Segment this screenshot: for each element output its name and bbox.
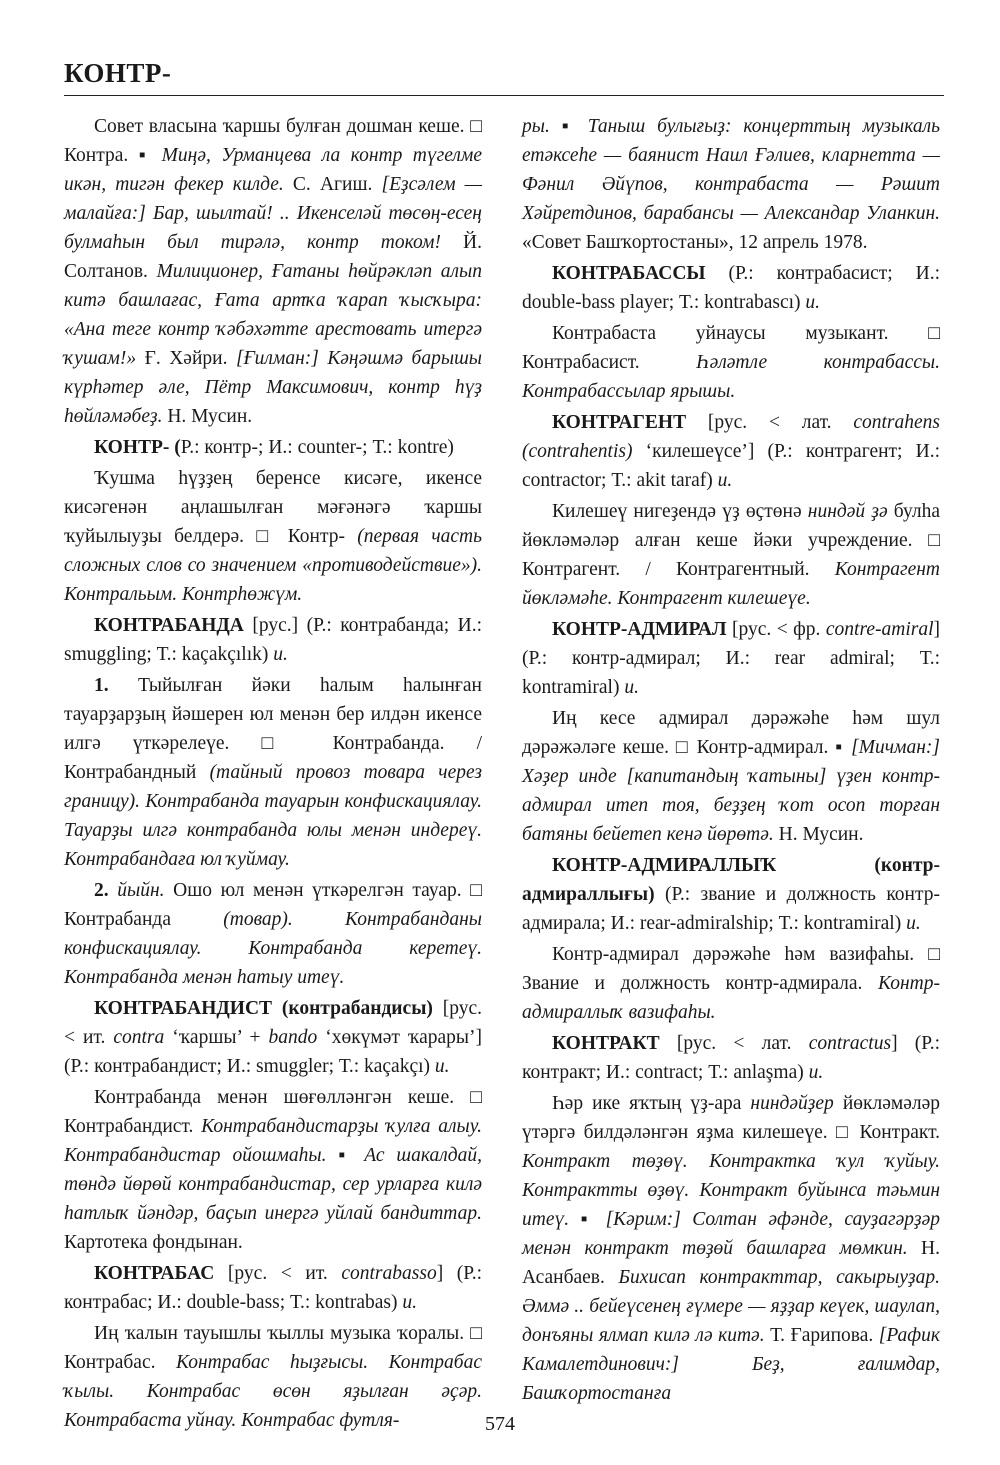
dictionary-paragraph (522, 940, 940, 1027)
dictionary-paragraph (64, 671, 482, 874)
citation-marker-icon: ▪ (138, 145, 152, 166)
example-text: contre-amiral (825, 619, 934, 640)
definition-text: Контрагент. / Контрагентный. (522, 559, 835, 580)
definition-text: Һәр ике яҡтың үҙ-ара (552, 1093, 751, 1114)
dictionary-paragraph (522, 851, 940, 938)
example-text: Миңә, Урманцева ла контр түгелме икән, тигән фекер килде. (64, 145, 482, 195)
right-column (522, 112, 940, 1410)
dictionary-paragraph (522, 615, 940, 702)
definition-text: Й. Солтанов. (64, 232, 482, 282)
definition-text: Контр-адмирал. (689, 737, 836, 758)
definition-text: булһа йөкләмәләр алған кеше йәки учреждение. (522, 501, 940, 551)
translation-marker-icon: □ (928, 530, 940, 551)
example-text: и. (805, 292, 821, 313)
dictionary-paragraph (522, 1089, 940, 1408)
definition-text: Ҡушма һүҙҙең беренсе кисәге, икенсе кисәгенән аңлашылған мәғәнәгә ҡаршы ҡуйылыуҙы белдерә. (64, 468, 482, 547)
header-rule (64, 95, 944, 96)
definition-text: Килешеү нигеҙендә үҙ өҫтөнә (552, 501, 808, 522)
definition-text: Картотека фондынан. (64, 1232, 243, 1253)
translation-marker-icon: □ (261, 733, 301, 754)
example-text: и. (906, 913, 921, 934)
headword: 2. (94, 880, 109, 901)
example-text: ниндәйҙер (750, 1093, 834, 1114)
example-text: [Ғилман:] Кәңәшмә барышы күрһәтер әле, Пётр Максимович, контр һүҙ һөйләмәбеҙ. (64, 348, 482, 427)
definition-text: Т. Ғарипова. (764, 1325, 879, 1346)
example-text: contra (113, 1027, 165, 1048)
dictionary-paragraph (64, 611, 482, 669)
translation-marker-icon: □ (256, 526, 276, 547)
definition-text: Ошо юл менән үткәрелгән тауар. (164, 880, 471, 901)
definition-text: [рус. < ит. (214, 1263, 342, 1284)
headword: КОНТРАБАНДИСТ (контрабандисы) (94, 998, 433, 1019)
example-text: Контрабандистарҙы ҡулға алыу. Контрабандистар ойошмаһы. (64, 1116, 483, 1166)
definition-text (109, 880, 118, 901)
citation-marker-icon: ▪ (580, 1209, 595, 1230)
definition-text: йөкләмәләр үтәргә билдәләнгән яҙма килешеүе. (522, 1093, 940, 1143)
example-text: ниндәй ҙә (807, 501, 888, 522)
example-text: contrabasso (341, 1263, 437, 1284)
definition-text: ‘килешеүсе’] (Р.: контрагент; И.: contractor; Т.: akit taraf) (522, 441, 940, 491)
example-text: и. (624, 677, 639, 698)
definition-text: Совет власына ҡаршы булған дошман кеше. (94, 116, 471, 137)
headword: 1. (94, 675, 109, 696)
definition-text: ] (Р.: контр-адмирал; И.: rear admiral; Т.: kontramiral) (522, 619, 940, 698)
dictionary-paragraph (522, 1029, 940, 1087)
example-text: и. (808, 1062, 824, 1083)
example-text: Контр-адмираллыҡ вазифаһы. (522, 973, 940, 1023)
definition-text: [рус. < лат. (686, 412, 854, 433)
example-text: и. (402, 1292, 417, 1313)
definition-text: [рус. < ит. (64, 998, 482, 1048)
headword: КОНТР-АДМИРАЛ (552, 619, 727, 640)
translation-marker-icon: □ (675, 737, 690, 758)
definition-text: (Р.: звание и должность контр-адмирала; И.: rear-admiralship; Т.: kontramiral) (522, 884, 940, 934)
definition-text: Иң кесе адмирал дәрәжәһе һәм шул дәрәжәләге кеше. (522, 708, 940, 758)
headword: КОНТРАКТ (552, 1033, 660, 1054)
dictionary-paragraph (64, 433, 482, 462)
definition-text: Контрабаста уйнаусы музыкант. (552, 323, 929, 344)
definition-text: Контра. (64, 145, 139, 166)
example-text: Милиционер, Ғатаны һөйрәкләп алып китә башлағас, Ғата артҡа ҡарап ҡысҡыра: «Ана теге контр ҡәбәхәтте арестовать итергә ҡушам!» (64, 261, 482, 369)
definition-text: [рус. < фр. (726, 619, 826, 640)
headword: КОНТРАБАНДА (94, 615, 244, 636)
example-text: и. (434, 1056, 450, 1077)
example-text: contrahens (contrahentis) (522, 412, 940, 462)
definition-text: ‘ҡаршы’ + (164, 1027, 269, 1048)
translation-marker-icon: □ (470, 1323, 482, 1344)
translation-marker-icon: □ (470, 116, 482, 137)
example-text: Контрагент йөкләмәһе. Контрагент килешеүе. (522, 559, 940, 609)
definition-text: Контракт. (851, 1122, 940, 1143)
translation-marker-icon: □ (470, 880, 482, 901)
definition-text: Н. Асанбаев. (522, 1238, 940, 1288)
citation-marker-icon: ▪ (338, 1145, 353, 1166)
running-head: КОНТР- (64, 58, 172, 88)
definition-text: [рус. < лат. (659, 1033, 809, 1054)
definition-text: Контрабасист. (522, 352, 697, 373)
dictionary-paragraph (64, 112, 482, 431)
definition-text: ] (Р.: контрабас; И.: double-bass; Т.: kontrabas) (64, 1263, 482, 1313)
definition-text: Звание и должность контр-адмирала. (522, 973, 879, 994)
definition-text (326, 1145, 338, 1166)
example-text: Контракт төҙөү. Контрактка ҡул ҡуйыу. Контрактты өҙөү. Контракт буйынса тәьмин итеү. (522, 1151, 940, 1230)
example-text: [Кәрим:] Солтан әфәнде, сауҙагәрҙәр менән контракт төҙөй башларға мөмкин. (522, 1209, 940, 1259)
example-text: (первая часть сложных слов со значением «противодействие»). Контральым. Контрһөжүм. (64, 526, 483, 605)
example-text: и. (717, 470, 733, 491)
headword: КОНТРАБАС (94, 1263, 215, 1284)
definition-text: ‘хөкүмәт ҡарары’] (Р.: контрабандист; И.: smuggler; Т.: kaçakçı) (64, 1027, 482, 1077)
citation-marker-icon: ▪ (561, 116, 576, 137)
translation-marker-icon: □ (928, 944, 940, 965)
headword: КОНТРАБАССЫ (552, 263, 706, 284)
definition-text: Контрабандист. (64, 1116, 202, 1137)
example-text: [Мичман:] Хәҙер инде [капитандың ҡатыны] үҙен контр-адмирал итеп тоя, беҙҙең ҡот осоп торған батяны бейетеп кенә йөрөтә. (522, 737, 940, 845)
example-text: [Рафик Камалетдинович:] Беҙ, ғалимдар, Башҡортостанға (522, 1325, 940, 1404)
dictionary-paragraph (64, 1083, 482, 1257)
dictionary-paragraph (64, 994, 482, 1081)
dictionary-paragraph (522, 497, 940, 613)
definition-text: С. Агиш. (283, 174, 382, 195)
example-text: ры. (522, 116, 550, 137)
definition-text: Р.: контр-; И.: counter-; Т.: kontre) (180, 437, 454, 458)
definition-text: Н. Мусин. (773, 824, 864, 845)
definition-text: «Совет Башҡортостаны», 12 апрель 1978. (522, 232, 868, 253)
example-text: и. (273, 644, 288, 665)
headword: КОНТР- ( (94, 437, 181, 458)
definition-text: Контр- (275, 526, 358, 547)
example-text: Таныш булығыҙ: концерттың музыкаль етәксеһе — баянист Наил Ғәлиев, кларнетта — Фәнил Әйүпов, контрабаста — Рәшит Хәйретдинов, барабансы — Александар Уланкин. (522, 116, 940, 224)
example-text: Ас шакалдай, төндә йөрөй контрабандистар, сер урларға килә һатлыҡ йәндәр, баҫып инергә уйлай бандиттар. (64, 1145, 483, 1224)
dictionary-paragraph (64, 1259, 482, 1317)
dictionary-paragraph (522, 319, 940, 406)
example-text: Контрабас һыҙғысы. Контрабас ҡылы. Контрабас өсөн яҙылған әҫәр. Контрабаста уйнау. Контрабас футля- (64, 1352, 483, 1431)
left-column (64, 112, 482, 1437)
example-text: Һәләтле контрабассы. Контрабассылар ярышы. (522, 352, 941, 402)
headword: КОНТР-АДМИРАЛЛЫҠ (контр-адмираллығы) (522, 855, 940, 905)
definition-text: Контрабанда (64, 909, 224, 930)
citation-marker-icon: ▪ (835, 737, 845, 758)
definition-text: Контрабанда. / Контрабандный (64, 733, 482, 783)
dictionary-paragraph (64, 464, 482, 609)
example-text: bando (268, 1027, 318, 1048)
dictionary-paragraph (522, 112, 940, 257)
definition-text (550, 116, 562, 137)
page-number: 574 (485, 1413, 515, 1435)
definition-text: [рус.] (Р.: контрабанда; И.: smuggling; Т.: kaçakçılık) (64, 615, 482, 665)
dictionary-paragraph (522, 408, 940, 495)
dictionary-paragraph (522, 259, 940, 317)
translation-marker-icon: □ (470, 1087, 482, 1108)
dictionary-paragraph (64, 876, 482, 992)
translation-marker-icon: □ (928, 323, 940, 344)
example-text: йыйн. (117, 880, 165, 901)
example-text: contractus (808, 1033, 892, 1054)
example-text: (товар). Контрабанданы конфискациялау. Контрабанда керетеү. Контрабанда менән һатыу итеү. (64, 909, 482, 988)
definition-text: Ғ. Хәйри. (136, 348, 236, 369)
definition-text: Контр-адмирал дәрәжәһе һәм вазифаһы. (552, 944, 929, 965)
definition-text: Н. Мусин. (162, 406, 253, 427)
definition-text: Контрабас. (64, 1352, 177, 1373)
definition-text: ] (Р.: контракт; И.: contract; Т.: anlaşma) (522, 1033, 941, 1083)
definition-text: Контрабанда менән шөғөлләнгән кеше. (94, 1087, 471, 1108)
example-text: (тайный провоз товара через границу). Контрабанда тауарын конфискациялау. Тауарҙы илгә контрабанда юлы менән индереү. Контрабандаға юл ҡуймау. (64, 762, 482, 870)
headword: КОНТРАГЕНТ (552, 412, 687, 433)
definition-text: (Р.: контрабасист; И.: double-bass player; Т.: kontrabascı) (522, 263, 940, 313)
dictionary-paragraph (522, 704, 940, 849)
definition-text: Тыйылған йәки һалым һалынған тауарҙарҙың йәшерен юл менән бер илдән икенсе илгә үткәрелеүе. (64, 675, 482, 754)
example-text: [Еҙсәлем — малайға:] Бар, шылтай! .. Икенселәй төсөң-есең булмаһын был тирәлә, контр током! (64, 174, 482, 253)
definition-text: Иң ҡалын тауышлы ҡыллы музыка ҡоралы. (94, 1323, 471, 1344)
example-text: Бихисап контракттар, сакырыуҙар. Әммә .. бейеүсенең ғүмере — яҙҙар кеүек, шаулап, донъяны ялмап килә лә китә. (522, 1267, 940, 1346)
definition-text (569, 1209, 580, 1230)
translation-marker-icon: □ (835, 1122, 852, 1143)
